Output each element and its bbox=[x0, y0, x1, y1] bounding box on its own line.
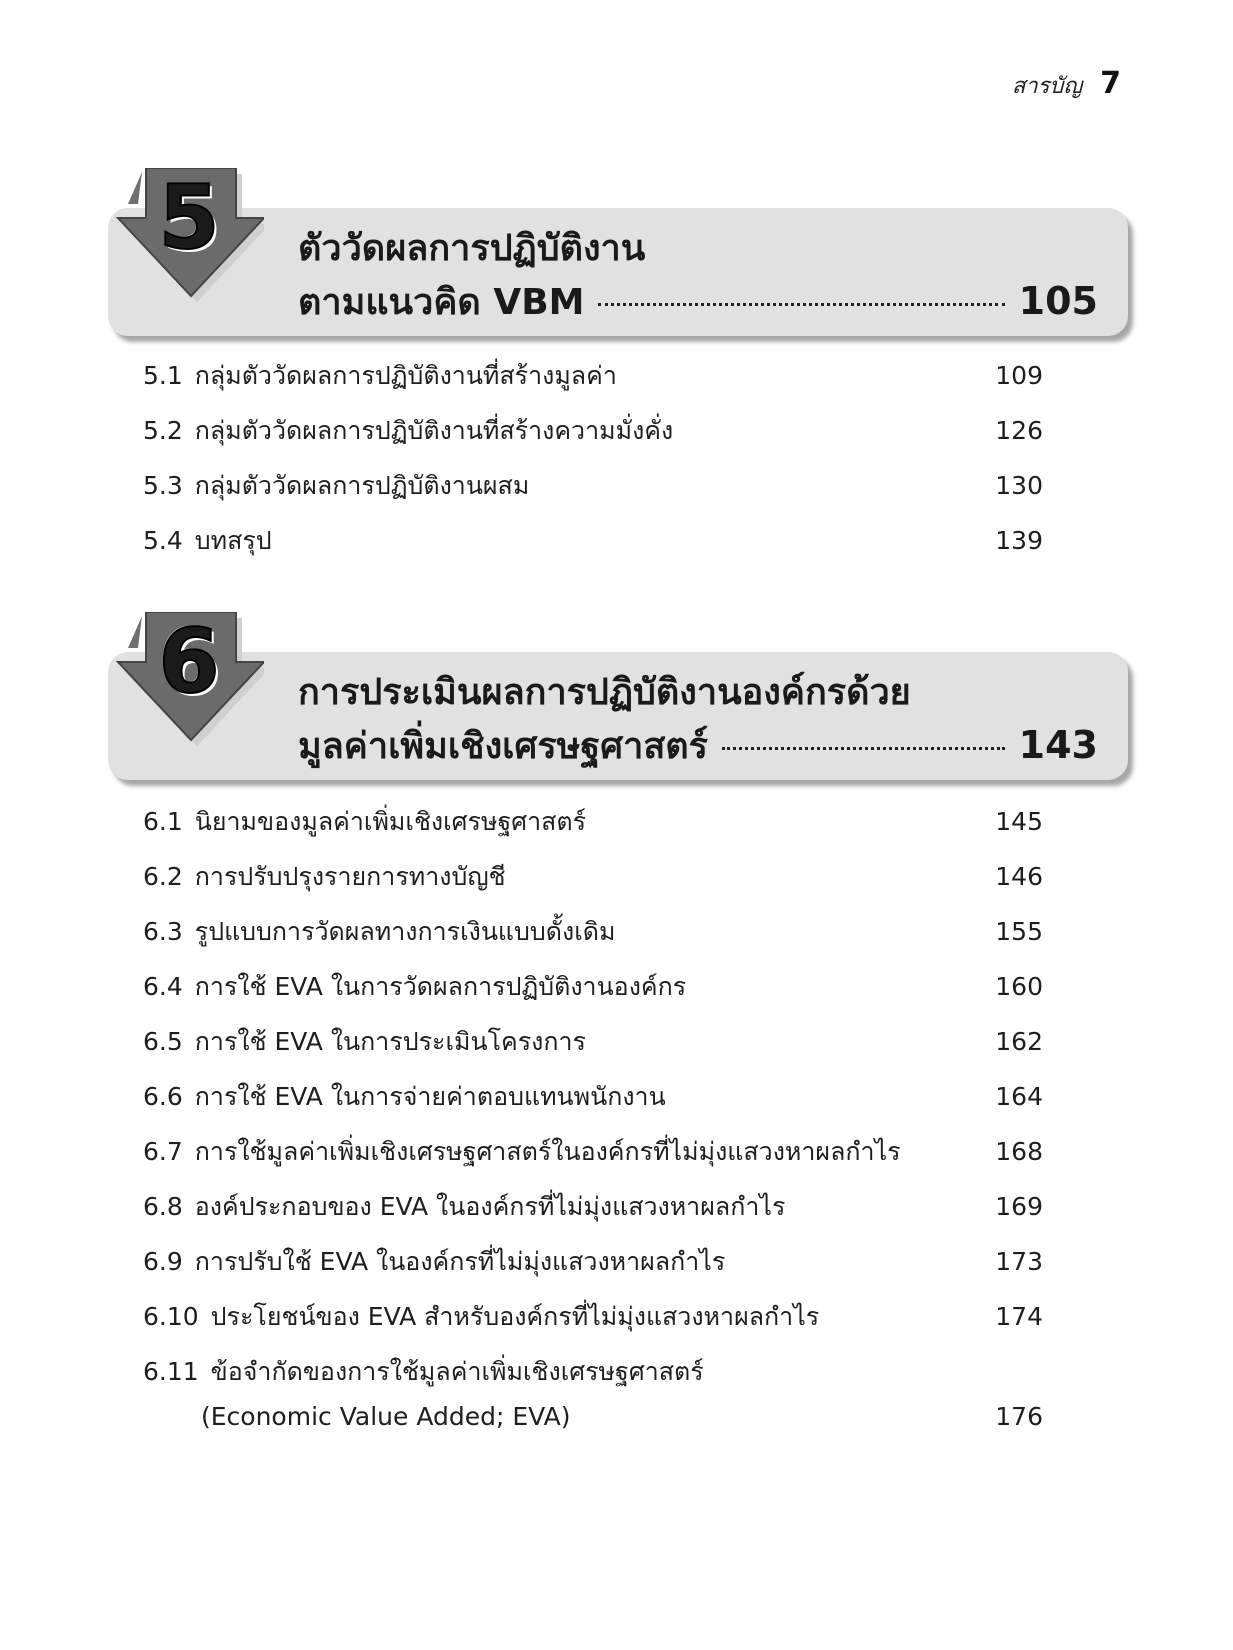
toc-row[interactable] bbox=[143, 1297, 1043, 1352]
toc-row[interactable] bbox=[143, 1242, 1043, 1297]
chapter-title-line1: ตัววัดผลการปฏิบัติงาน bbox=[298, 228, 646, 269]
chapter-title-line2-row bbox=[298, 719, 1098, 773]
chapter-title-line1: การประเมินผลการปฏิบัติงานองค์กรด้วย bbox=[298, 672, 911, 713]
toc-row[interactable] bbox=[143, 802, 1043, 857]
section-number: 5.1 bbox=[143, 361, 183, 390]
section-title: รูปแบบการวัดผลทางการเงินแบบดั้งเดิม bbox=[194, 917, 616, 946]
page-number: 7 bbox=[1100, 66, 1121, 101]
dot-leader bbox=[722, 747, 1005, 750]
toc-row[interactable] bbox=[143, 521, 1043, 576]
chapter-title-line2: มูลค่าเพิ่มเชิงเศรษฐศาสตร์ bbox=[298, 726, 709, 767]
section-title: ข้อจำกัดของการใช้มูลค่าเพิ่มเชิงเศรษฐศาสตร์ bbox=[210, 1357, 704, 1386]
chapter-page: 105 bbox=[1018, 279, 1098, 323]
section-title: การใช้มูลค่าเพิ่มเชิงเศรษฐศาสตร์ในองค์กรที่ไม่มุ่งแสวงหาผลกำไร bbox=[194, 1137, 901, 1166]
section-page: 109 bbox=[995, 361, 1043, 390]
toc-row[interactable] bbox=[143, 967, 1043, 1022]
section-title: ประโยชน์ของ EVA สำหรับองค์กรที่ไม่มุ่งแสวงหาผลกำไร bbox=[210, 1302, 820, 1331]
section-number: 6.11 bbox=[143, 1357, 199, 1386]
section-page: 174 bbox=[995, 1302, 1043, 1331]
toc-row[interactable] bbox=[143, 912, 1043, 967]
section-title: การใช้ EVA ในการวัดผลการปฏิบัติงานองค์กร bbox=[194, 972, 687, 1001]
section-number: 5.2 bbox=[143, 416, 183, 445]
section-title: กลุ่มตัววัดผลการปฏิบัติงานที่สร้างความมั่งคั่ง bbox=[194, 416, 674, 445]
running-head-label: สารบัญ bbox=[1011, 74, 1083, 99]
chapter-title bbox=[298, 667, 1098, 773]
section-page: 173 bbox=[995, 1247, 1043, 1276]
chapter-title-line2: ตามแนวคิด VBM bbox=[298, 282, 585, 323]
toc-row-line1 bbox=[143, 1352, 1043, 1402]
section-number: 6.10 bbox=[143, 1302, 199, 1331]
section-title: นิยามของมูลค่าเพิ่มเชิงเศรษฐศาสตร์ bbox=[194, 807, 587, 836]
section-page: 160 bbox=[995, 972, 1043, 1001]
section-number: 6.3 bbox=[143, 917, 183, 946]
toc-row-line2 bbox=[143, 1402, 1043, 1452]
dot-leader bbox=[598, 303, 1004, 306]
toc-row[interactable] bbox=[143, 466, 1043, 521]
section-page: 169 bbox=[995, 1192, 1043, 1221]
section-page: 145 bbox=[995, 807, 1043, 836]
section-number: 6.4 bbox=[143, 972, 183, 1001]
chapter-title-line2-row bbox=[298, 275, 1098, 329]
section-page: 162 bbox=[995, 1027, 1043, 1056]
toc-row[interactable] bbox=[143, 1022, 1043, 1077]
section-page: 176 bbox=[995, 1402, 1043, 1431]
chapter-6-banner[interactable] bbox=[108, 612, 1134, 792]
chapter-5-banner[interactable] bbox=[108, 168, 1134, 348]
section-number: 5.3 bbox=[143, 471, 183, 500]
section-number: 6.1 bbox=[143, 807, 183, 836]
section-title-continued: (Economic Value Added; EVA) bbox=[201, 1402, 571, 1431]
section-title: องค์ประกอบของ EVA ในองค์กรที่ไม่มุ่งแสวงหาผลกำไร bbox=[194, 1192, 786, 1221]
toc-row[interactable] bbox=[143, 1077, 1043, 1132]
section-title: การใช้ EVA ในการจ่ายค่าตอบแทนพนักงาน bbox=[194, 1082, 666, 1111]
section-page: 139 bbox=[995, 526, 1043, 555]
running-head bbox=[1012, 66, 1121, 103]
toc-row[interactable] bbox=[143, 411, 1043, 466]
section-title: การใช้ EVA ในการประเมินโครงการ bbox=[194, 1027, 586, 1056]
chapter-6-sections bbox=[143, 802, 1043, 1452]
chapter-title bbox=[298, 223, 1098, 329]
toc-row[interactable] bbox=[143, 857, 1043, 912]
section-title: การปรับใช้ EVA ในองค์กรที่ไม่มุ่งแสวงหาผลกำไร bbox=[194, 1247, 726, 1276]
chapter-number: 5 bbox=[158, 166, 220, 269]
section-number: 6.2 bbox=[143, 862, 183, 891]
section-number: 6.5 bbox=[143, 1027, 183, 1056]
section-number: 6.6 bbox=[143, 1082, 183, 1111]
section-number: 6.7 bbox=[143, 1137, 183, 1166]
section-page: 130 bbox=[995, 471, 1043, 500]
section-title: การปรับปรุงรายการทางบัญชี bbox=[194, 862, 506, 891]
section-title: กลุ่มตัววัดผลการปฏิบัติงานผสม bbox=[194, 471, 530, 500]
chapter-5-sections bbox=[143, 356, 1043, 576]
section-title: บทสรุป bbox=[194, 526, 272, 555]
section-page: 168 bbox=[995, 1137, 1043, 1166]
chapter-number: 6 bbox=[158, 610, 220, 713]
section-number: 6.8 bbox=[143, 1192, 183, 1221]
section-page: 126 bbox=[995, 416, 1043, 445]
section-page: 146 bbox=[995, 862, 1043, 891]
toc-row[interactable] bbox=[143, 1132, 1043, 1187]
toc-row[interactable] bbox=[143, 1187, 1043, 1242]
toc-row[interactable] bbox=[143, 356, 1043, 411]
section-title: กลุ่มตัววัดผลการปฏิบัติงานที่สร้างมูลค่า bbox=[194, 361, 617, 390]
section-number: 5.4 bbox=[143, 526, 183, 555]
section-page: 155 bbox=[995, 917, 1043, 946]
section-page: 164 bbox=[995, 1082, 1043, 1111]
toc-row[interactable] bbox=[143, 1352, 1043, 1452]
chapter-page: 143 bbox=[1018, 723, 1098, 767]
section-number: 6.9 bbox=[143, 1247, 183, 1276]
